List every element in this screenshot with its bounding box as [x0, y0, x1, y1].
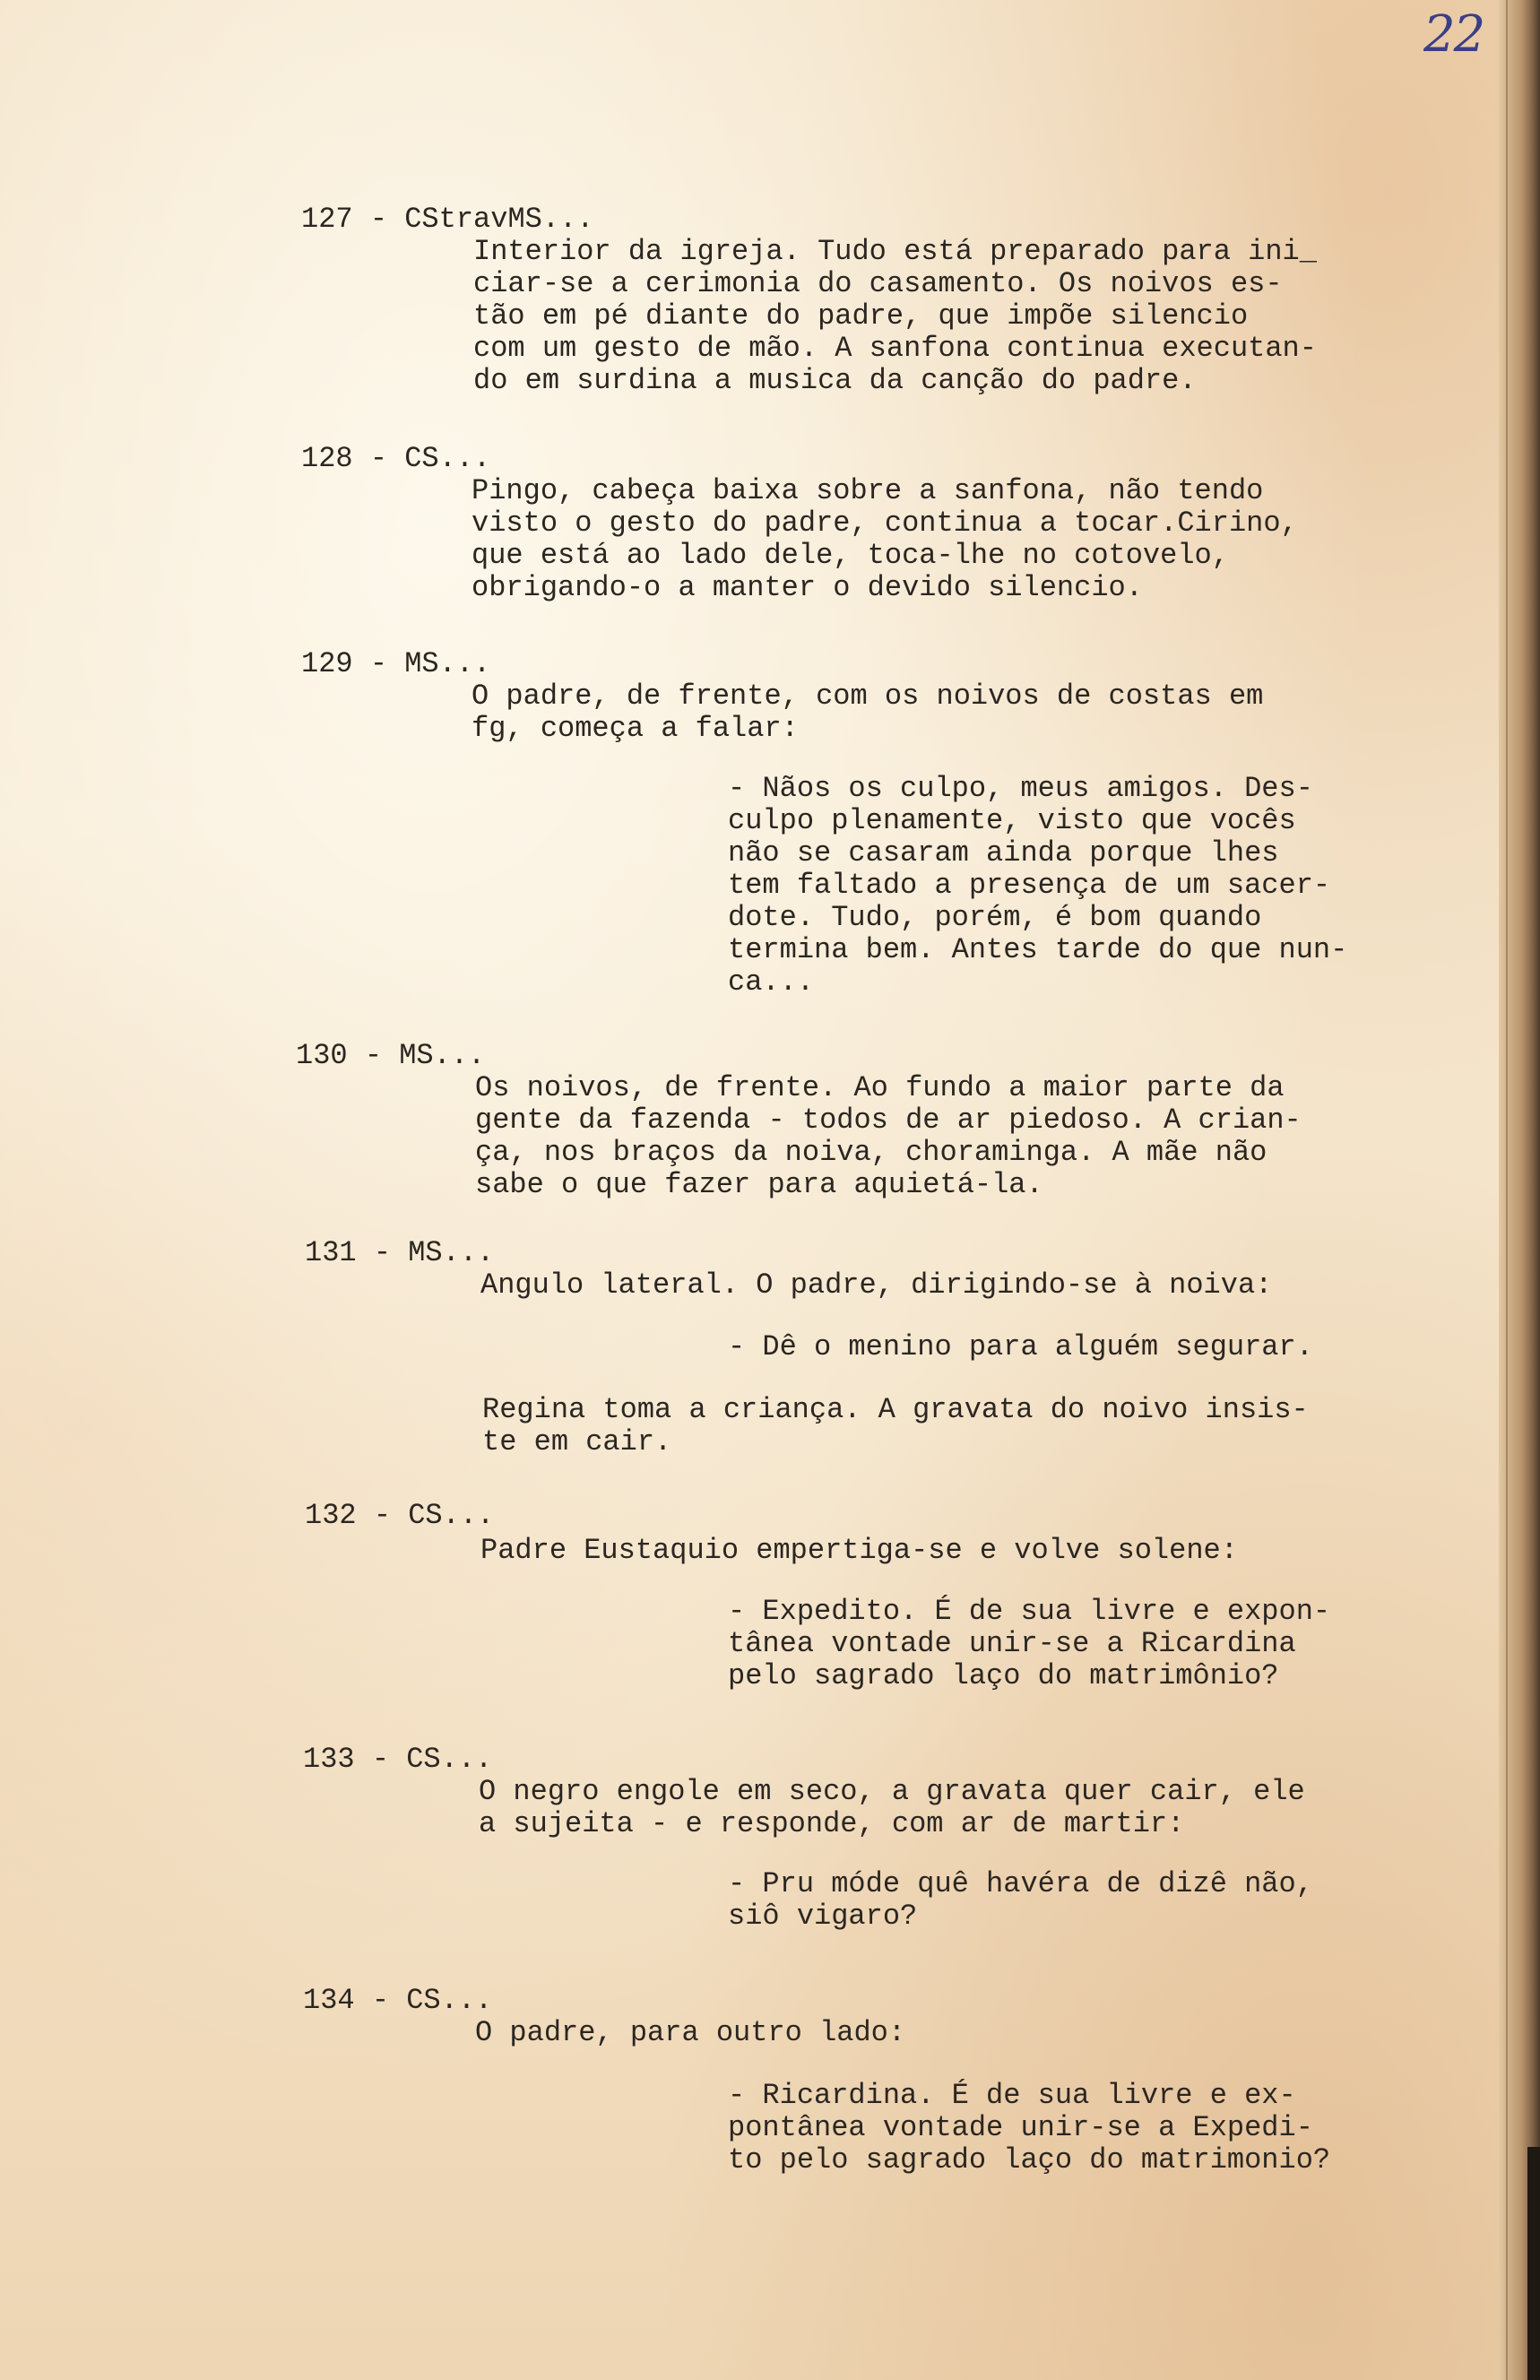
shot-131-action: Angulo lateral. O padre, dirigindo-se à noiva:	[480, 1268, 1273, 1302]
shot-131-dialogue: - Dê o menino para alguém segurar.	[728, 1330, 1313, 1363]
shot-132-header: 132 - CS...	[305, 1499, 495, 1532]
book-binding-edge	[1499, 0, 1540, 2380]
shot-133-action: O negro engole em seco, a gravata quer cair, ele a sujeita - e responde, com ar de martir:	[479, 1775, 1305, 1840]
shot-127-header: 127 - CStravMS...	[301, 203, 594, 236]
shot-132-dialogue: - Expedito. É de sua livre e expon- tânea vontade unir-se a Ricardina pelo sagrado laço do matrimônio?	[728, 1595, 1331, 1692]
shot-132-action: Padre Eustaquio empertiga-se e volve solene:	[480, 1534, 1238, 1567]
shot-127-action: Interior da igreja. Tudo está preparado para ini_ ciar-se a cerimonia do casamento. Os noivos es- tão em pé diante do padre, que impõe silencio com um gesto de mão. A sanfona continua executan- do em surdina a musica da canção do padre.	[473, 235, 1317, 397]
handwritten-page-number: 22	[1423, 5, 1484, 64]
shot-129-header: 129 - MS...	[301, 647, 491, 680]
shot-129-dialogue: - Nãos os culpo, meus amigos. Des- culpo plenamente, visto que vocês não se casaram ainda porque lhes tem faltado a presença de um sacer- dote. Tudo, porém, é bom quando termina bem. Antes tarde do que nun- ca...	[728, 772, 1348, 999]
shot-133-header: 133 - CS...	[303, 1743, 493, 1776]
shot-131-header: 131 - MS...	[305, 1236, 495, 1269]
shot-128-action: Pingo, cabeça baixa sobre a sanfona, não tendo visto o gesto do padre, continua a tocar.Cirino, que está ao lado dele, toca-lhe no cotovelo, obrigando-o a manter o devido silencio.	[472, 474, 1298, 604]
shot-130-header: 130 - MS...	[296, 1039, 486, 1072]
shot-129-action: O padre, de frente, com os noivos de costas em fg, começa a falar:	[472, 679, 1264, 745]
shot-133-dialogue: - Pru móde quê havéra de dizê não, siô vigaro?	[728, 1867, 1313, 1933]
shot-134-header: 134 - CS...	[303, 1984, 493, 2017]
shot-128-header: 128 - CS...	[301, 442, 491, 475]
shot-130-action: Os noivos, de frente. Ao fundo a maior parte da gente da fazenda - todos de ar piedoso. A crian- ça, nos braços da noiva, choraminga. A mãe não sabe o que fazer para aquietá-la.	[475, 1071, 1302, 1201]
shot-131-action-continued: Regina toma a criança. A gravata do noivo insis- te em cair.	[482, 1393, 1309, 1458]
shot-134-action: O padre, para outro lado:	[475, 2016, 906, 2049]
shot-134-dialogue: - Ricardina. É de sua livre e ex- pontânea vontade unir-se a Expedi- to pelo sagrado laço do matrimonio?	[728, 2079, 1331, 2177]
